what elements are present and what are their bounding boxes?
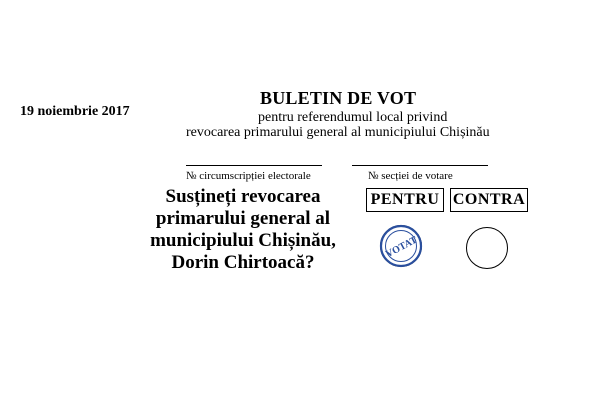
stamp-text: VOTAT: [384, 234, 420, 261]
option-contra-label: CONTRA: [450, 188, 528, 212]
circumscription-number-line: [186, 165, 322, 166]
ballot-subtitle-line-2: revocarea primarului general al municipiului Chișinău: [186, 125, 490, 140]
referendum-question: Susțineți revocarea primarului general al municipiului Chișinău, Dorin Chirtoacă?: [150, 186, 336, 273]
votat-stamp: [378, 223, 424, 269]
section-number-label: № secției de votare: [368, 170, 453, 182]
section-number-line: [352, 165, 488, 166]
vote-circle-contra[interactable]: [466, 227, 508, 269]
circumscription-number-label: № circumscripției electorale: [186, 170, 311, 182]
ballot-subtitle-line-1: pentru referendumul local privind: [258, 110, 448, 125]
option-pentru-label: PENTRU: [366, 188, 444, 212]
ballot-date: 19 noiembrie 2017: [20, 104, 130, 119]
ballot-title: BULETIN DE VOT: [260, 88, 417, 108]
